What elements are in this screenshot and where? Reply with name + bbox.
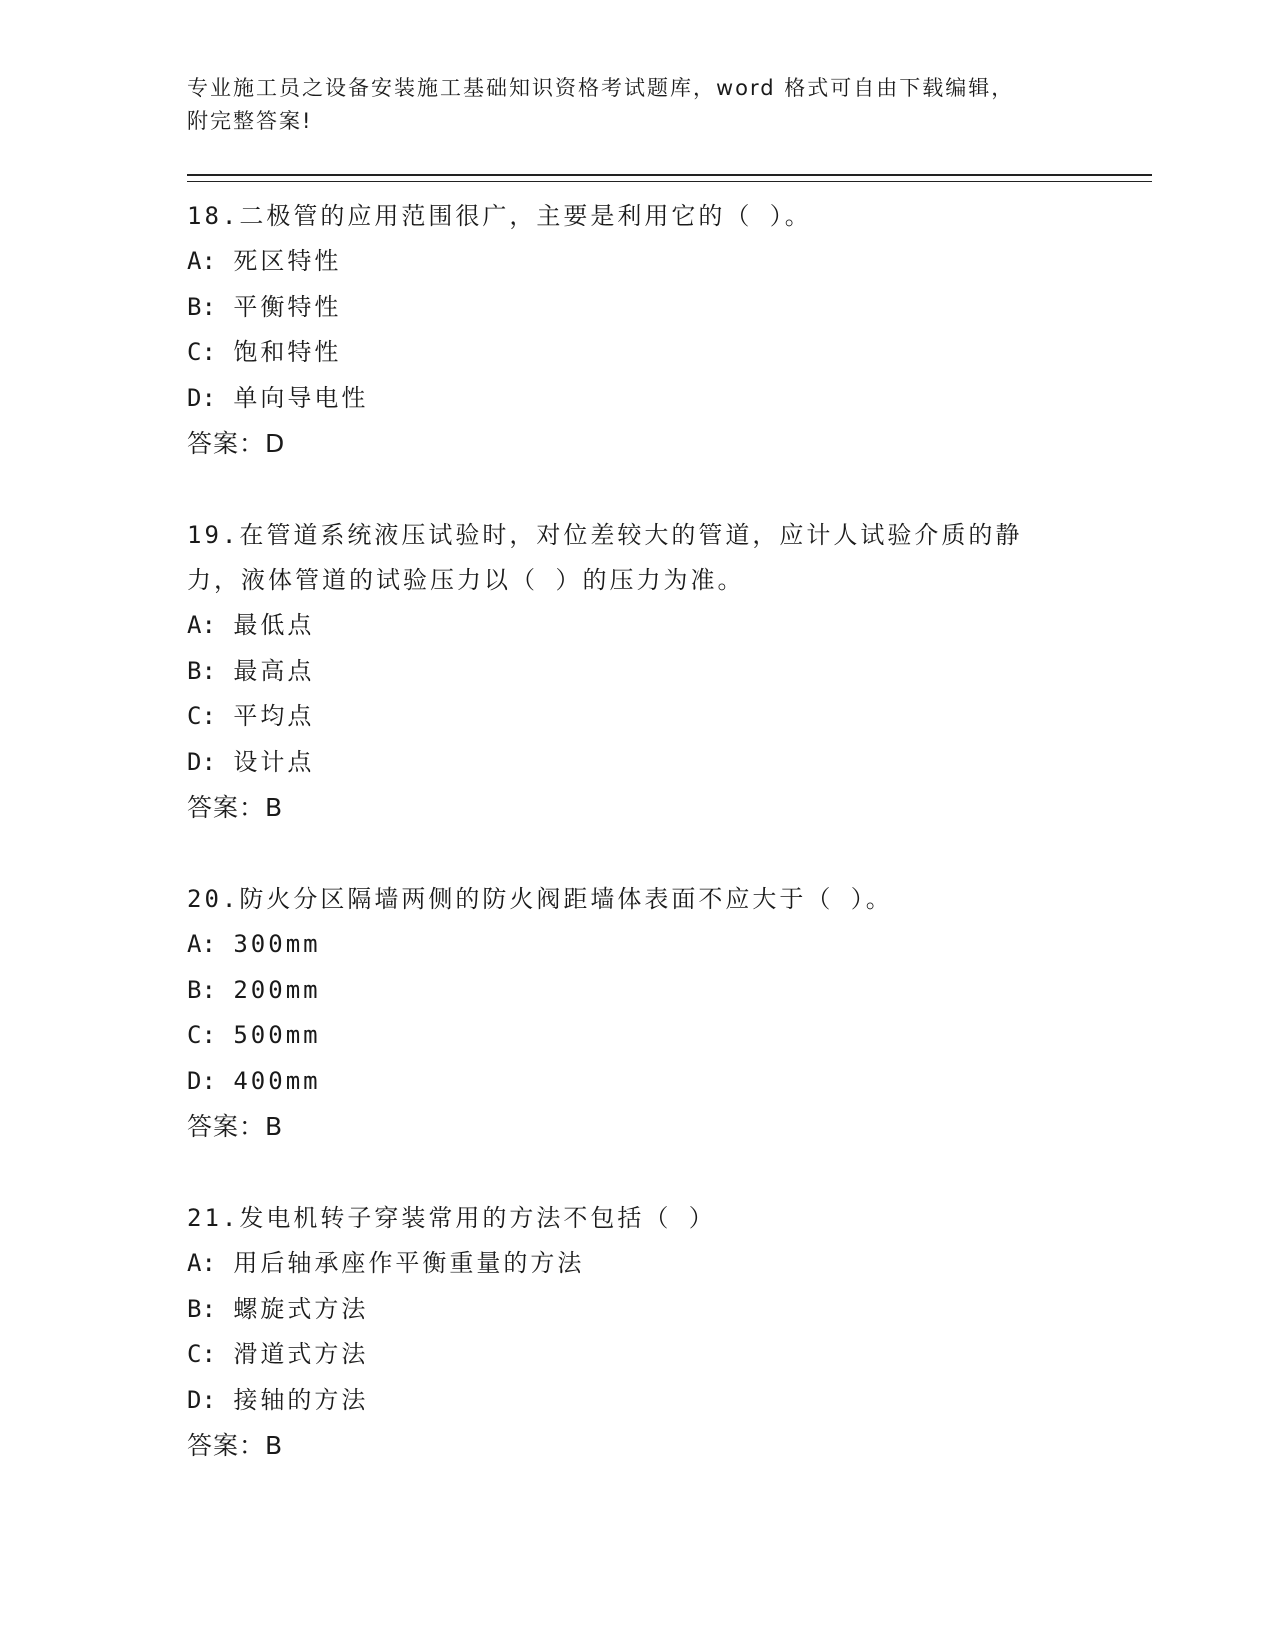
option-c bbox=[187, 1332, 1152, 1378]
option-a bbox=[187, 239, 1152, 285]
option-b bbox=[187, 649, 1152, 695]
question-19 bbox=[187, 513, 1152, 831]
header-line-1: 专业施工员之设备安装施工基础知识资格考试题库，word 格式可自由下载编辑， bbox=[187, 76, 1015, 100]
question-stem-line: 21.发电机转子穿装常用的方法不包括（ ） bbox=[187, 1204, 716, 1232]
question-stem-line: 力，液体管道的试验压力以（ ）的压力为准。 bbox=[187, 566, 745, 594]
option-letter: C: bbox=[187, 702, 216, 730]
answer-line: 答案：B bbox=[187, 1112, 284, 1141]
option-letter: D: bbox=[187, 1385, 216, 1414]
header-divider bbox=[187, 174, 1152, 182]
option-text: 平均点 bbox=[233, 702, 315, 730]
option-text: 400mm bbox=[233, 1066, 321, 1095]
option-text: 最高点 bbox=[233, 656, 315, 685]
question-18 bbox=[187, 194, 1152, 467]
option-d bbox=[187, 1059, 1152, 1105]
option-b bbox=[187, 285, 1152, 331]
question-stem bbox=[187, 1196, 1067, 1241]
option-d bbox=[187, 1378, 1152, 1424]
option-letter: A: bbox=[187, 930, 216, 958]
option-a bbox=[187, 1241, 1152, 1287]
option-letter: C: bbox=[187, 1340, 216, 1368]
option-letter: D: bbox=[187, 383, 216, 412]
option-text: 死区特性 bbox=[233, 247, 342, 275]
option-letter: D: bbox=[187, 1066, 216, 1095]
option-b bbox=[187, 1287, 1152, 1333]
option-c bbox=[187, 330, 1152, 376]
option-a bbox=[187, 603, 1152, 649]
document-header bbox=[187, 72, 1067, 138]
document-page bbox=[187, 72, 1152, 1469]
option-text: 500mm bbox=[233, 1021, 321, 1049]
option-letter: B: bbox=[187, 1294, 216, 1323]
option-text: 单向导电性 bbox=[233, 383, 369, 412]
question-stem bbox=[187, 513, 1067, 603]
question-stem bbox=[187, 877, 1067, 922]
option-letter: A: bbox=[187, 611, 216, 639]
question-20 bbox=[187, 877, 1152, 1150]
option-d bbox=[187, 740, 1152, 786]
option-d bbox=[187, 376, 1152, 422]
option-letter: C: bbox=[187, 338, 216, 366]
option-letter: C: bbox=[187, 1021, 216, 1049]
option-a bbox=[187, 922, 1152, 968]
option-c bbox=[187, 694, 1152, 740]
option-text: 用后轴承座作平衡重量的方法 bbox=[233, 1249, 585, 1277]
question-stem-line: 18.二极管的应用范围很广，主要是利用它的（ ）。 bbox=[187, 202, 812, 230]
answer-line: 答案：B bbox=[187, 793, 284, 822]
option-letter: B: bbox=[187, 656, 216, 685]
option-letter: B: bbox=[187, 292, 216, 321]
answer-line: 答案：B bbox=[187, 1431, 284, 1460]
question-stem bbox=[187, 194, 1067, 239]
option-text: 平衡特性 bbox=[233, 292, 342, 321]
option-letter: B: bbox=[187, 975, 216, 1004]
question-stem-line: 20.防火分区隔墙两侧的防火阀距墙体表面不应大于（ ）。 bbox=[187, 885, 893, 913]
question-21 bbox=[187, 1196, 1152, 1469]
option-b bbox=[187, 968, 1152, 1014]
option-text: 饱和特性 bbox=[233, 338, 342, 366]
option-c bbox=[187, 1013, 1152, 1059]
header-line-2: 附完整答案! bbox=[187, 109, 313, 133]
option-letter: A: bbox=[187, 1249, 216, 1277]
option-text: 200mm bbox=[233, 975, 321, 1004]
question-stem-line: 19.在管道系统液压试验时，对位差较大的管道，应计人试验介质的静 bbox=[187, 521, 1023, 549]
option-letter: A: bbox=[187, 247, 216, 275]
option-text: 滑道式方法 bbox=[233, 1340, 369, 1368]
answer-line: 答案：D bbox=[187, 429, 286, 458]
option-text: 300mm bbox=[233, 930, 321, 958]
option-text: 设计点 bbox=[233, 747, 315, 776]
option-text: 螺旋式方法 bbox=[233, 1294, 369, 1323]
option-text: 最低点 bbox=[233, 611, 315, 639]
option-letter: D: bbox=[187, 747, 216, 776]
option-text: 接轴的方法 bbox=[233, 1385, 369, 1414]
